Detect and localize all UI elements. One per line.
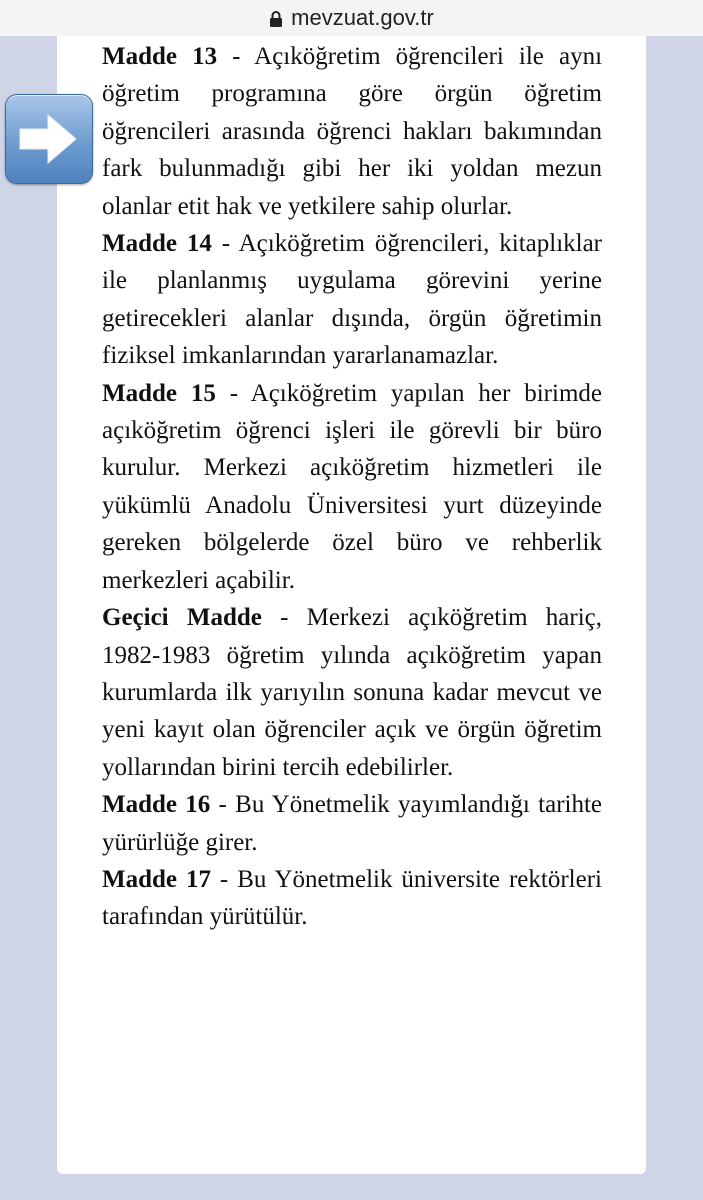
legislation-text	[102, 38, 602, 936]
article-body: - Açıköğretim öğrencileri ile aynı öğretim programına göre örgün öğretim öğrencileri arasında öğrenci hakları bakımından fark bulunmadığı gibi her iki yoldan mezun olanlar etit hak ve yetkilere sahip olurlar.	[102, 43, 603, 220]
right-arrow-icon	[6, 95, 92, 183]
article-16	[102, 786, 602, 861]
article-heading: Madde 15	[102, 379, 216, 407]
article-13	[102, 38, 602, 225]
article-heading: Geçici Madde	[102, 604, 262, 632]
article-body: - Bu Yönetmelik yayımlandığı tarihte yürürlüğe girer.	[102, 791, 603, 856]
article-body: - Açıköğretim yapılan her birimde açıköğretim öğrenci işleri ile görevli bir büro kurulur. Merkezi açıköğretim hizmetleri ile yükümlü Anadolu Üniversitesi yurt düzeyinde gereken bölgelerde özel büro ve rehberlik merkezleri açabilir.	[102, 379, 602, 594]
article-body: - Bu Yönetmelik üniversite rektörleri tarafından yürütülür.	[102, 865, 602, 931]
article-heading: Madde 14	[102, 230, 212, 258]
address-bar[interactable]	[0, 0, 703, 36]
article-heading: Madde 16	[102, 791, 211, 819]
lock-icon	[269, 10, 283, 28]
temporary-article	[102, 599, 602, 786]
article-14	[102, 225, 602, 375]
article-body: - Merkezi açıköğretim hariç, 1982-1983 öğretim yılında açıköğretim yapan kurumlarda ilk yarıyılın sonuna kadar mevcut ve yeni kayıt olan öğrenciler açık ve örgün öğretim yollarından birini tercih edebilirler.	[102, 604, 602, 781]
article-body: - Açıköğretim öğrencileri, kitaplıklar ile planlanmış uygulama görevini yerine getirecekleri alanlar dışında, örgün öğretimin fiziksel imkanlarından yararlanamazlar.	[102, 230, 603, 370]
next-arrow-button[interactable]	[5, 94, 93, 184]
article-heading: Madde 13	[102, 43, 218, 70]
article-15	[102, 375, 602, 599]
article-heading: Madde 17	[102, 865, 211, 893]
article-17	[102, 861, 602, 936]
url-text: mevzuat.gov.tr	[291, 5, 434, 30]
